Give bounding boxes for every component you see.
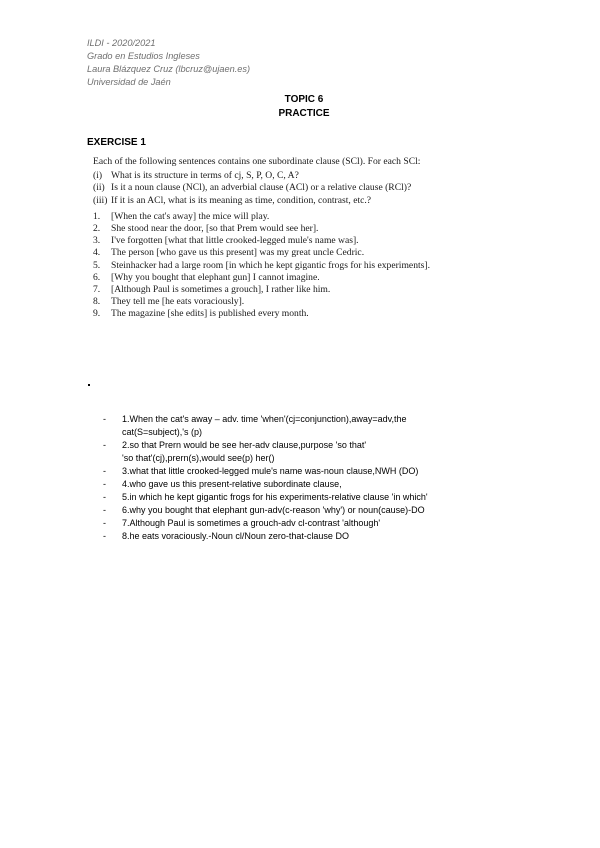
exercise-sentence (93, 223, 503, 235)
dash-bullet: - (103, 414, 106, 424)
exercise-instructions-scan (93, 156, 503, 321)
answer-item (103, 530, 523, 543)
practice-title: PRACTICE (278, 108, 330, 119)
sentence-number: 6. (93, 271, 101, 283)
sentence-number: 3. (93, 235, 101, 247)
answer-line: 7.Although Paul is sometimes a grouch-adv cl-contrast 'although' (122, 518, 381, 528)
stray-dot (88, 384, 90, 386)
exercise-sentence (93, 235, 503, 247)
sentence-text: Steinhacker had a large room [in which he kept gigantic frogs for his experiments]. (111, 259, 430, 271)
answer-line: 6.why you bought that elephant gun-adv(c-reason 'why') or noun(cause)-DO (122, 505, 425, 515)
dash-bullet: - (103, 505, 106, 515)
sentence-text: The person [who gave us this present] was my great uncle Cedric. (111, 247, 365, 259)
course-header (87, 37, 250, 89)
dash-bullet: - (103, 531, 106, 541)
header-line-author: Laura Blázquez Cruz (lbcruz@ujaen.es) (87, 64, 251, 74)
topic-title: TOPIC 6 (284, 94, 324, 105)
sentence-number: 9. (93, 308, 101, 320)
dash-bullet: - (103, 492, 106, 502)
exercise-sentence (93, 272, 503, 284)
header-line-degree: Grado en Estudios Ingleses (87, 51, 200, 61)
question-number: (ii) (93, 182, 105, 194)
sentence-text: They tell me [he eats voraciously]. (111, 296, 245, 308)
sentence-number: 1. (93, 210, 101, 222)
answer-line: 'so that'(cj),prern(s),would see(p) her() (122, 453, 275, 463)
answer-line: 3.what that little crooked-legged mule's name was-noun clause,NWH (DO) (122, 466, 419, 476)
answer-text (122, 465, 523, 478)
instructions-intro: Each of the following sentences contains one subordinate clause (SCl). For each SCl: (93, 156, 421, 167)
answer-line: 5.in which he kept gigantic frogs for his experiments-relative clause 'in which' (122, 492, 428, 502)
question-text: If it is an ACl, what is its meaning as time, condition, contrast, etc.? (111, 194, 372, 206)
answer-text (122, 413, 523, 439)
instruction-question (93, 195, 503, 207)
sentence-number: 7. (93, 284, 101, 296)
sentence-text: She stood near the door, [so that Prem would see her]. (111, 223, 319, 235)
answer-text (122, 478, 523, 491)
answer-item (103, 439, 523, 465)
question-number: (iii) (93, 194, 108, 206)
answer-item (103, 491, 523, 504)
answer-text (122, 504, 523, 517)
sentence-text: The magazine [she edits] is published every month. (111, 308, 309, 320)
answer-text (122, 517, 523, 530)
answer-line: 4.who gave us this present-relative subordinate clause, (122, 479, 342, 489)
exercise-sentence (93, 284, 503, 296)
answer-line: 1.When the cat's away – adv. time 'when'(cj=conjunction),away=adv,the (122, 414, 407, 424)
answer-item (103, 465, 523, 478)
answer-line: cat(S=subject),'s (p) (122, 427, 202, 437)
question-number: (i) (93, 170, 103, 182)
exercise-sentence (93, 296, 503, 308)
answer-text (122, 530, 523, 543)
exercise-sentence (93, 260, 503, 272)
instruction-question (93, 182, 503, 194)
answers-list (103, 413, 523, 543)
question-text: What is its structure in terms of cj, S, P, O, C, A? (111, 170, 299, 182)
sentence-number: 5. (93, 259, 101, 271)
header-line-university: Universidad de Jaén (87, 77, 171, 87)
answer-text (122, 491, 523, 504)
sentence-number: 8. (93, 296, 101, 308)
answer-item (103, 413, 523, 439)
sentence-text: [When the cat's away] the mice will play. (111, 210, 270, 222)
answer-line: 8.he eats voraciously.-Noun cl/Noun zero-that-clause DO (122, 531, 349, 541)
sentence-number: 2. (93, 223, 101, 235)
question-text: Is it a noun clause (NCl), an adverbial clause (ACl) or a relative clause (RCl)? (111, 182, 412, 194)
instruction-questions (93, 170, 503, 207)
dash-bullet: - (103, 479, 106, 489)
answer-item (103, 504, 523, 517)
dash-bullet: - (103, 518, 106, 528)
answer-text (122, 439, 523, 465)
answer-line: 2.so that Prern would be see her-adv clause,purpose 'so that' (122, 440, 367, 450)
exercise-heading: EXERCISE 1 (87, 137, 146, 148)
exercise-sentence (93, 308, 503, 320)
exercise-sentence (93, 247, 503, 259)
answer-item (103, 478, 523, 491)
sentence-text: I've forgotten [what that little crooked-legged mule's name was]. (111, 235, 359, 247)
header-line-course-code: ILDI - 2020/2021 (87, 38, 156, 48)
answer-item (103, 517, 523, 530)
exercise-sentence (93, 211, 503, 223)
dash-bullet: - (103, 466, 106, 476)
exercise-sentences (93, 211, 503, 321)
instruction-question (93, 170, 503, 182)
sentence-text: [Although Paul is sometimes a grouch], I rather like him. (111, 284, 331, 296)
dash-bullet: - (103, 440, 106, 450)
sentence-number: 4. (93, 247, 101, 259)
sentence-text: [Why you bought that elephant gun] I cannot imagine. (111, 271, 320, 283)
